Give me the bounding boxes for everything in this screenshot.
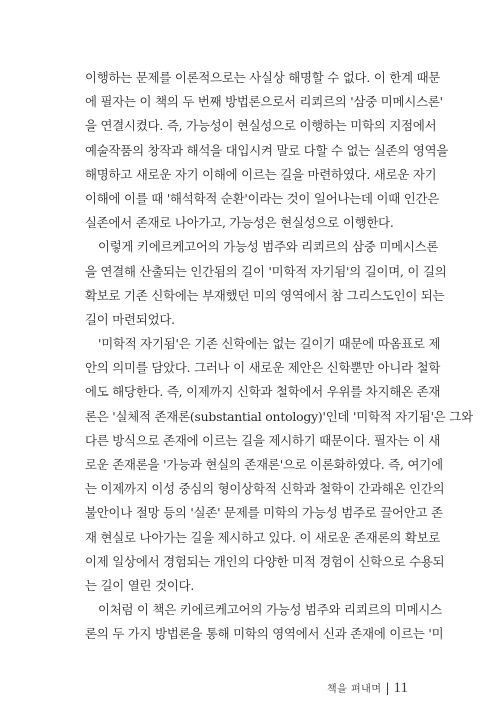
text-line: 이해에 이를 때 '해석학적 순환'이라는 것이 일어나는데 이때 인간은	[85, 190, 440, 206]
body-text	[85, 66, 473, 647]
text-line: 론의 두 가지 방법론을 통해 미학의 영역에서 신과 존재에 이르는 '미	[85, 626, 444, 642]
text-line: 로운 존재론을 '가능과 현실의 존재론'으로 이론화하였다. 즉, 여기에	[85, 457, 443, 472]
text-line: 재 현실로 나아가는 길을 제시하고 있다. 이 새로운 존재론의 확보로	[85, 529, 441, 545]
text-line: 길이 마련되었다.	[85, 311, 175, 327]
text-line: 는 이제까지 이성 중심의 형이상학적 신학과 철학이 간과해온 인간의	[85, 481, 445, 497]
text-line: 다른 방식으로 존재에 이르는 길을 제시하기 때문이다. 필자는 이 새	[85, 432, 441, 448]
paragraph	[85, 332, 473, 598]
running-title: 책을 펴내며	[327, 684, 382, 695]
text-line: 안의 의미를 담았다. 그러나 이 새로운 제안은 신학뿐만 아니라 철학	[85, 360, 441, 376]
text-line: 론은 '실체적 존재론(substantial ontology)'인데 '미학적 자기됨'은 그와	[85, 408, 473, 424]
text-line: 불안이나 절망 등의 '실존' 문제를 미학의 가능성 범주로 끌어안고 존	[85, 505, 443, 521]
text-line: 이제 일상에서 경험되는 개인의 다양한 미적 경험이 신학으로 수용되	[85, 553, 445, 569]
text-line: '미학적 자기됨'은 기존 신학에는 없는 길이기 때문에 따옴표로 제	[98, 336, 441, 352]
text-line: 해명하고 새로운 자기 이해에 이르는 길을 마련하였다. 새로운 자기	[85, 166, 437, 182]
text-line: 이행하는 문제를 이론적으로는 사실상 해명할 수 없다. 이 한계 때문	[85, 70, 441, 85]
text-line: 에도 해당한다. 즉, 이제까지 신학과 철학에서 우위를 차지해온 존재	[85, 384, 441, 400]
paragraph	[85, 66, 449, 235]
text-line: 에 필자는 이 책의 두 번째 방법론으로서 리쾨르의 '삼중 미메시스론'	[85, 94, 443, 110]
text-line: 을 연결시켰다. 즉, 가능성이 현실성으로 이행하는 미학의 지점에서	[85, 118, 437, 134]
text-line: 실존에서 존재로 나아가고, 가능성은 현실성으로 이행한다.	[85, 215, 394, 231]
paragraph	[85, 598, 444, 646]
page-footer	[327, 680, 408, 697]
paragraph	[85, 235, 447, 332]
text-line: 을 연결해 산출되는 인간됨의 길이 '미학적 자기됨'의 길이며, 이 길의	[85, 263, 447, 279]
text-line: 이처럼 이 책은 키에르케고어의 가능성 범주와 리쾨르의 미메시스	[98, 602, 442, 618]
text-line: 확보로 기존 신학에는 부재했던 미의 영역에서 참 그리스도인이 되는	[85, 287, 445, 303]
text-line: 예술작품의 창작과 해석을 대입시켜 말로 다할 수 없는 실존의 영역을	[85, 142, 449, 158]
text-line: 는 길이 열린 것이다.	[85, 577, 195, 593]
text-line: 이렇게 키에르케고어의 가능성 범주와 리쾨르의 삼중 미메시스론	[98, 239, 439, 255]
footer-separator: |	[385, 681, 390, 695]
page-number: 11	[393, 680, 408, 696]
